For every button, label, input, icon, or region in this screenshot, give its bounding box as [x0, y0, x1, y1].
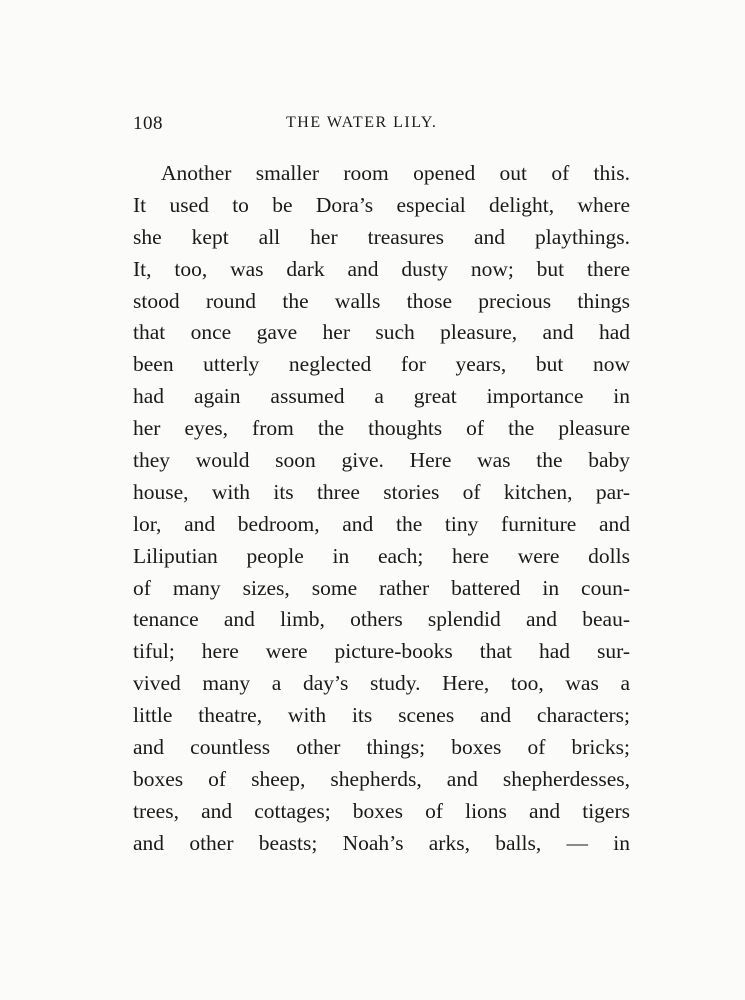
- text-line: lor, and bedroom, and the tiny furniture and: [133, 511, 630, 536]
- text-line: boxes of sheep, shepherds, and shepherdesses,: [133, 766, 630, 791]
- text-line: stood round the walls those precious things: [133, 288, 630, 313]
- running-title: THE WATER LILY.: [286, 114, 438, 131]
- text-line: her eyes, from the thoughts of the pleasure: [133, 416, 630, 441]
- text-line: and other beasts; Noah’s arks, balls, — in: [133, 830, 630, 855]
- text-line: of many sizes, some rather battered in coun-: [133, 575, 630, 600]
- text-line: she kept all her treasures and playthings.: [133, 224, 630, 249]
- body-paragraph: [133, 158, 630, 860]
- text-line: trees, and cottages; boxes of lions and tigers: [133, 798, 630, 823]
- text-line: that once gave her such pleasure, and had: [133, 320, 630, 345]
- text-line: It, too, was dark and dusty now; but there: [133, 256, 630, 281]
- text-line: had again assumed a great importance in: [133, 384, 630, 409]
- text-line: vived many a day’s study. Here, too, was a: [133, 671, 630, 696]
- text-line: Liliputian people in each; here were dolls: [133, 543, 630, 568]
- text-line: been utterly neglected for years, but now: [133, 352, 630, 377]
- text-line: tenance and limb, others splendid and beau-: [133, 607, 630, 632]
- text-line: house, with its three stories of kitchen, par-: [133, 479, 630, 504]
- text-line: they would soon give. Here was the baby: [133, 448, 630, 473]
- text-line: and countless other things; boxes of bricks;: [133, 735, 630, 760]
- text-line: It used to be Dora’s especial delight, where: [133, 192, 630, 217]
- text-line: tiful; here were picture-books that had sur-: [133, 639, 630, 664]
- page-number: 108: [133, 113, 163, 134]
- text-line: Another smaller room opened out of this.: [161, 161, 630, 185]
- text-line: little theatre, with its scenes and characters;: [133, 703, 630, 728]
